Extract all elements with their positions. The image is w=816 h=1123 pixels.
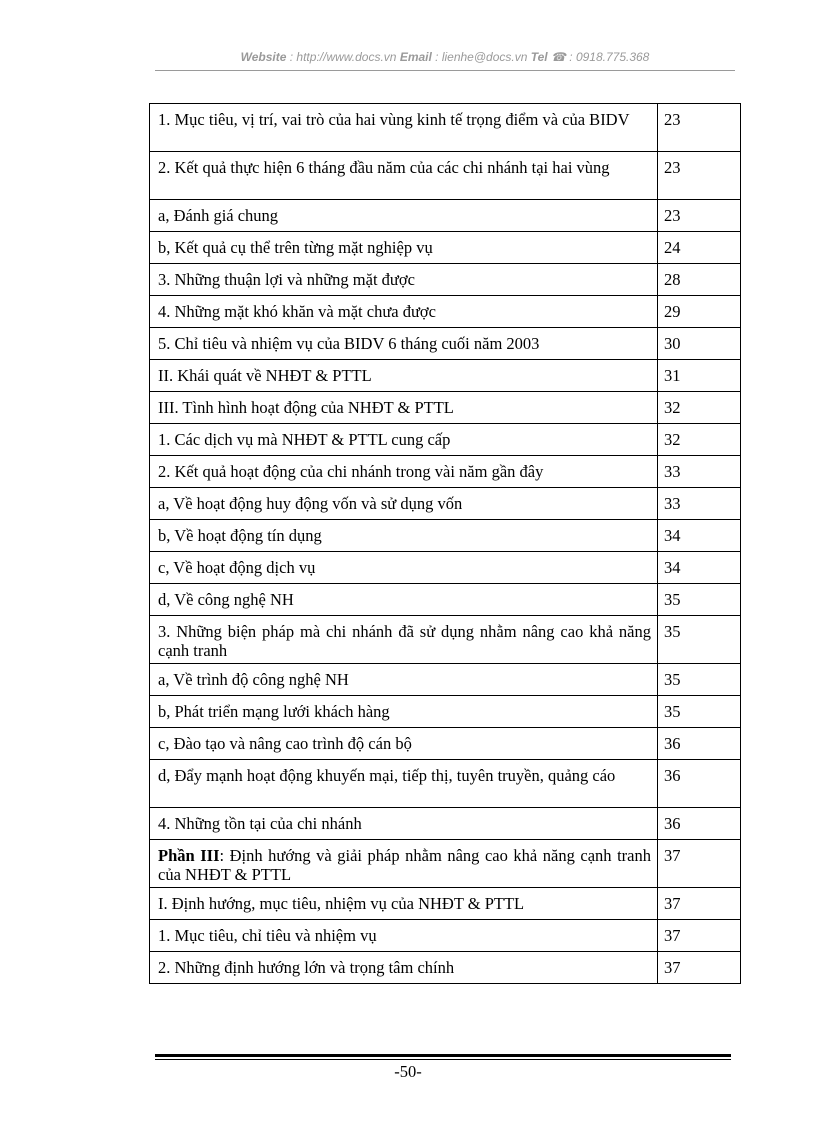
toc-entry-title: [150, 696, 658, 728]
toc-entry-title: [150, 456, 658, 488]
toc-entry-page: [658, 296, 741, 328]
toc-entry-text: II. Khái quát về NHĐT & PTTL: [158, 366, 372, 385]
toc-entry-text: : Định hướng và giải pháp nhằm nâng cao khả năng cạnh tranh của NHĐT & PTTL: [158, 846, 651, 884]
toc-page-number: 35: [664, 622, 681, 641]
toc-row: [150, 296, 741, 328]
toc-entry-page: [658, 664, 741, 696]
toc-entry-page: [658, 392, 741, 424]
toc-page-number: 23: [664, 158, 681, 177]
toc-entry-page: [658, 264, 741, 296]
toc-page-number: 37: [664, 894, 681, 913]
toc-entry-title: [150, 488, 658, 520]
toc-page-number: 34: [664, 526, 681, 545]
page-header: [155, 50, 735, 64]
toc-entry-page: [658, 104, 741, 152]
toc-entry-title: [150, 392, 658, 424]
toc-entry-text: d, Về công nghệ NH: [158, 590, 294, 609]
email-value: : lienhe@docs.vn: [431, 50, 531, 64]
toc-entry-title: [150, 760, 658, 808]
toc-entry-text: b, Về hoạt động tín dụng: [158, 526, 322, 545]
toc-row: [150, 760, 741, 808]
toc-page-number: 32: [664, 398, 681, 417]
toc-row: [150, 200, 741, 232]
toc-page-number: 37: [664, 926, 681, 945]
toc-entry-title: [150, 664, 658, 696]
toc-row: [150, 584, 741, 616]
website-label: Website: [240, 50, 287, 64]
toc-entry-title: [150, 424, 658, 456]
toc-entry-title: [150, 152, 658, 200]
toc-entry-page: [658, 808, 741, 840]
toc-page-number: 35: [664, 702, 681, 721]
toc-entry-text: a, Về hoạt động huy động vốn và sử dụng vốn: [158, 494, 463, 513]
header-rule: [155, 70, 735, 71]
toc-entry-title: [150, 264, 658, 296]
toc-entry-title: [150, 360, 658, 392]
toc-row: [150, 104, 741, 152]
toc-entry-text: 1. Mục tiêu, chỉ tiêu và nhiệm vụ: [158, 926, 377, 945]
toc-entry-title: [150, 840, 658, 888]
toc-entry-text: 4. Những tồn tại của chi nhánh: [158, 814, 362, 833]
toc-page-number: 29: [664, 302, 681, 321]
toc-entry-page: [658, 360, 741, 392]
toc-entry-page: [658, 952, 741, 984]
footer-rule-thin: [155, 1059, 731, 1060]
toc-row: [150, 232, 741, 264]
toc-table: [149, 103, 741, 984]
toc-row: [150, 952, 741, 984]
toc-page-number: 36: [664, 814, 681, 833]
toc-entry-title: [150, 888, 658, 920]
toc-page-number: 24: [664, 238, 681, 257]
toc-entry-text: b, Kết quả cụ thể trên từng mặt nghiệp vụ: [158, 238, 433, 257]
toc-entry-page: [658, 728, 741, 760]
toc-row: [150, 360, 741, 392]
toc-page-number: 37: [664, 958, 681, 977]
toc-entry-text: 5. Chỉ tiêu và nhiệm vụ của BIDV 6 tháng cuối năm 2003: [158, 334, 540, 353]
toc-entry-title: [150, 808, 658, 840]
toc-row: [150, 808, 741, 840]
toc-entry-page: [658, 328, 741, 360]
toc-row: [150, 840, 741, 888]
toc-entry-page: [658, 584, 741, 616]
toc-entry-text: a, Về trình độ công nghệ NH: [158, 670, 349, 689]
toc-entry-text: 3. Những thuận lợi và những mặt được: [158, 270, 415, 289]
toc-entry-page: [658, 456, 741, 488]
toc-entry-page: [658, 920, 741, 952]
toc-entry-text: 4. Những mặt khó khăn và mặt chưa được: [158, 302, 436, 321]
toc-entry-page: [658, 424, 741, 456]
toc-row: [150, 920, 741, 952]
toc-entry-page: [658, 232, 741, 264]
toc-row: [150, 456, 741, 488]
tel-label: Tel: [530, 50, 548, 64]
page-number: -50-: [394, 1062, 422, 1081]
toc-entry-title: [150, 520, 658, 552]
toc-row: [150, 664, 741, 696]
toc-page-number: 23: [664, 206, 681, 225]
website-value: : http://www.docs.vn: [286, 50, 400, 64]
toc-entry-text: 2. Kết quả thực hiện 6 tháng đầu năm của các chi nhánh tại hai vùng: [158, 158, 610, 177]
toc-entry-text: a, Đánh giá chung: [158, 206, 279, 225]
toc-entry-title: [150, 232, 658, 264]
toc-entry-text: c, Đào tạo và nâng cao trình độ cán bộ: [158, 734, 412, 753]
toc-page-number: 37: [664, 846, 681, 865]
toc-entry-page: [658, 696, 741, 728]
toc-row: [150, 696, 741, 728]
toc-entry-title: [150, 728, 658, 760]
phone-icon: ☎: [550, 50, 566, 64]
toc-page-number: 28: [664, 270, 681, 289]
toc-entry-page: [658, 888, 741, 920]
toc-entry-page: [658, 488, 741, 520]
toc-entry-title: [150, 104, 658, 152]
toc-entry-page: [658, 520, 741, 552]
toc-row: [150, 552, 741, 584]
toc-row: [150, 888, 741, 920]
toc-entry-page: [658, 616, 741, 664]
toc-page-number: 35: [664, 590, 681, 609]
toc-entry-text: c, Về hoạt động dịch vụ: [158, 558, 316, 577]
toc-row: [150, 264, 741, 296]
toc-row: [150, 392, 741, 424]
toc-entry-page: [658, 152, 741, 200]
toc-page-number: 35: [664, 670, 681, 689]
toc-entry-text: 1. Các dịch vụ mà NHĐT & PTTL cung cấp: [158, 430, 451, 449]
toc-entry-page: [658, 552, 741, 584]
toc-entry-title: [150, 296, 658, 328]
toc-row: [150, 520, 741, 552]
toc-page-number: 34: [664, 558, 681, 577]
toc-entry-lead: Phần III: [158, 846, 220, 865]
toc-entry-text: 3. Những biện pháp mà chi nhánh đã sử dụng nhằm nâng cao khả năng cạnh tranh: [158, 622, 651, 660]
toc-page-number: 23: [664, 110, 681, 129]
toc-row: [150, 152, 741, 200]
toc-entry-title: [150, 952, 658, 984]
toc-page-number: 31: [664, 366, 681, 385]
toc-row: [150, 728, 741, 760]
toc-row: [150, 616, 741, 664]
toc-entry-title: [150, 552, 658, 584]
toc-page-number: 36: [664, 766, 681, 785]
toc-entry-text: I. Định hướng, mục tiêu, nhiệm vụ của NHĐT & PTTL: [158, 894, 525, 913]
toc-page-number: 33: [664, 462, 681, 481]
toc-entry-page: [658, 200, 741, 232]
toc-entry-text: 2. Kết quả hoạt động của chi nhánh trong vài năm gần đây: [158, 462, 544, 481]
toc-entry-title: [150, 920, 658, 952]
toc-entry-text: 2. Những định hướng lớn và trọng tâm chính: [158, 958, 455, 977]
toc-page-number: 36: [664, 734, 681, 753]
toc-entry-title: [150, 200, 658, 232]
toc-entry-text: d, Đẩy mạnh hoạt động khuyến mại, tiếp thị, tuyên truyền, quảng cáo: [158, 766, 616, 785]
footer-rule-thick: [155, 1054, 731, 1057]
toc-entry-page: [658, 760, 741, 808]
email-label: Email: [399, 50, 432, 64]
tel-value: : 0918.775.368: [565, 50, 650, 64]
toc-entry-title: [150, 584, 658, 616]
toc-row: [150, 488, 741, 520]
toc-page-number: 33: [664, 494, 681, 513]
toc-entry-page: [658, 840, 741, 888]
toc-entry-title: [150, 328, 658, 360]
toc-entry-text: b, Phát triển mạng lưới khách hàng: [158, 702, 390, 721]
toc-page-number: 30: [664, 334, 681, 353]
toc-row: [150, 424, 741, 456]
toc-row: [150, 328, 741, 360]
toc-page-number: 32: [664, 430, 681, 449]
toc-entry-text: 1. Mục tiêu, vị trí, vai trò của hai vùng kinh tế trọng điểm và của BIDV: [158, 110, 630, 129]
toc-entry-title: [150, 616, 658, 664]
toc-entry-text: III. Tình hình hoạt động của NHĐT & PTTL: [158, 398, 454, 417]
